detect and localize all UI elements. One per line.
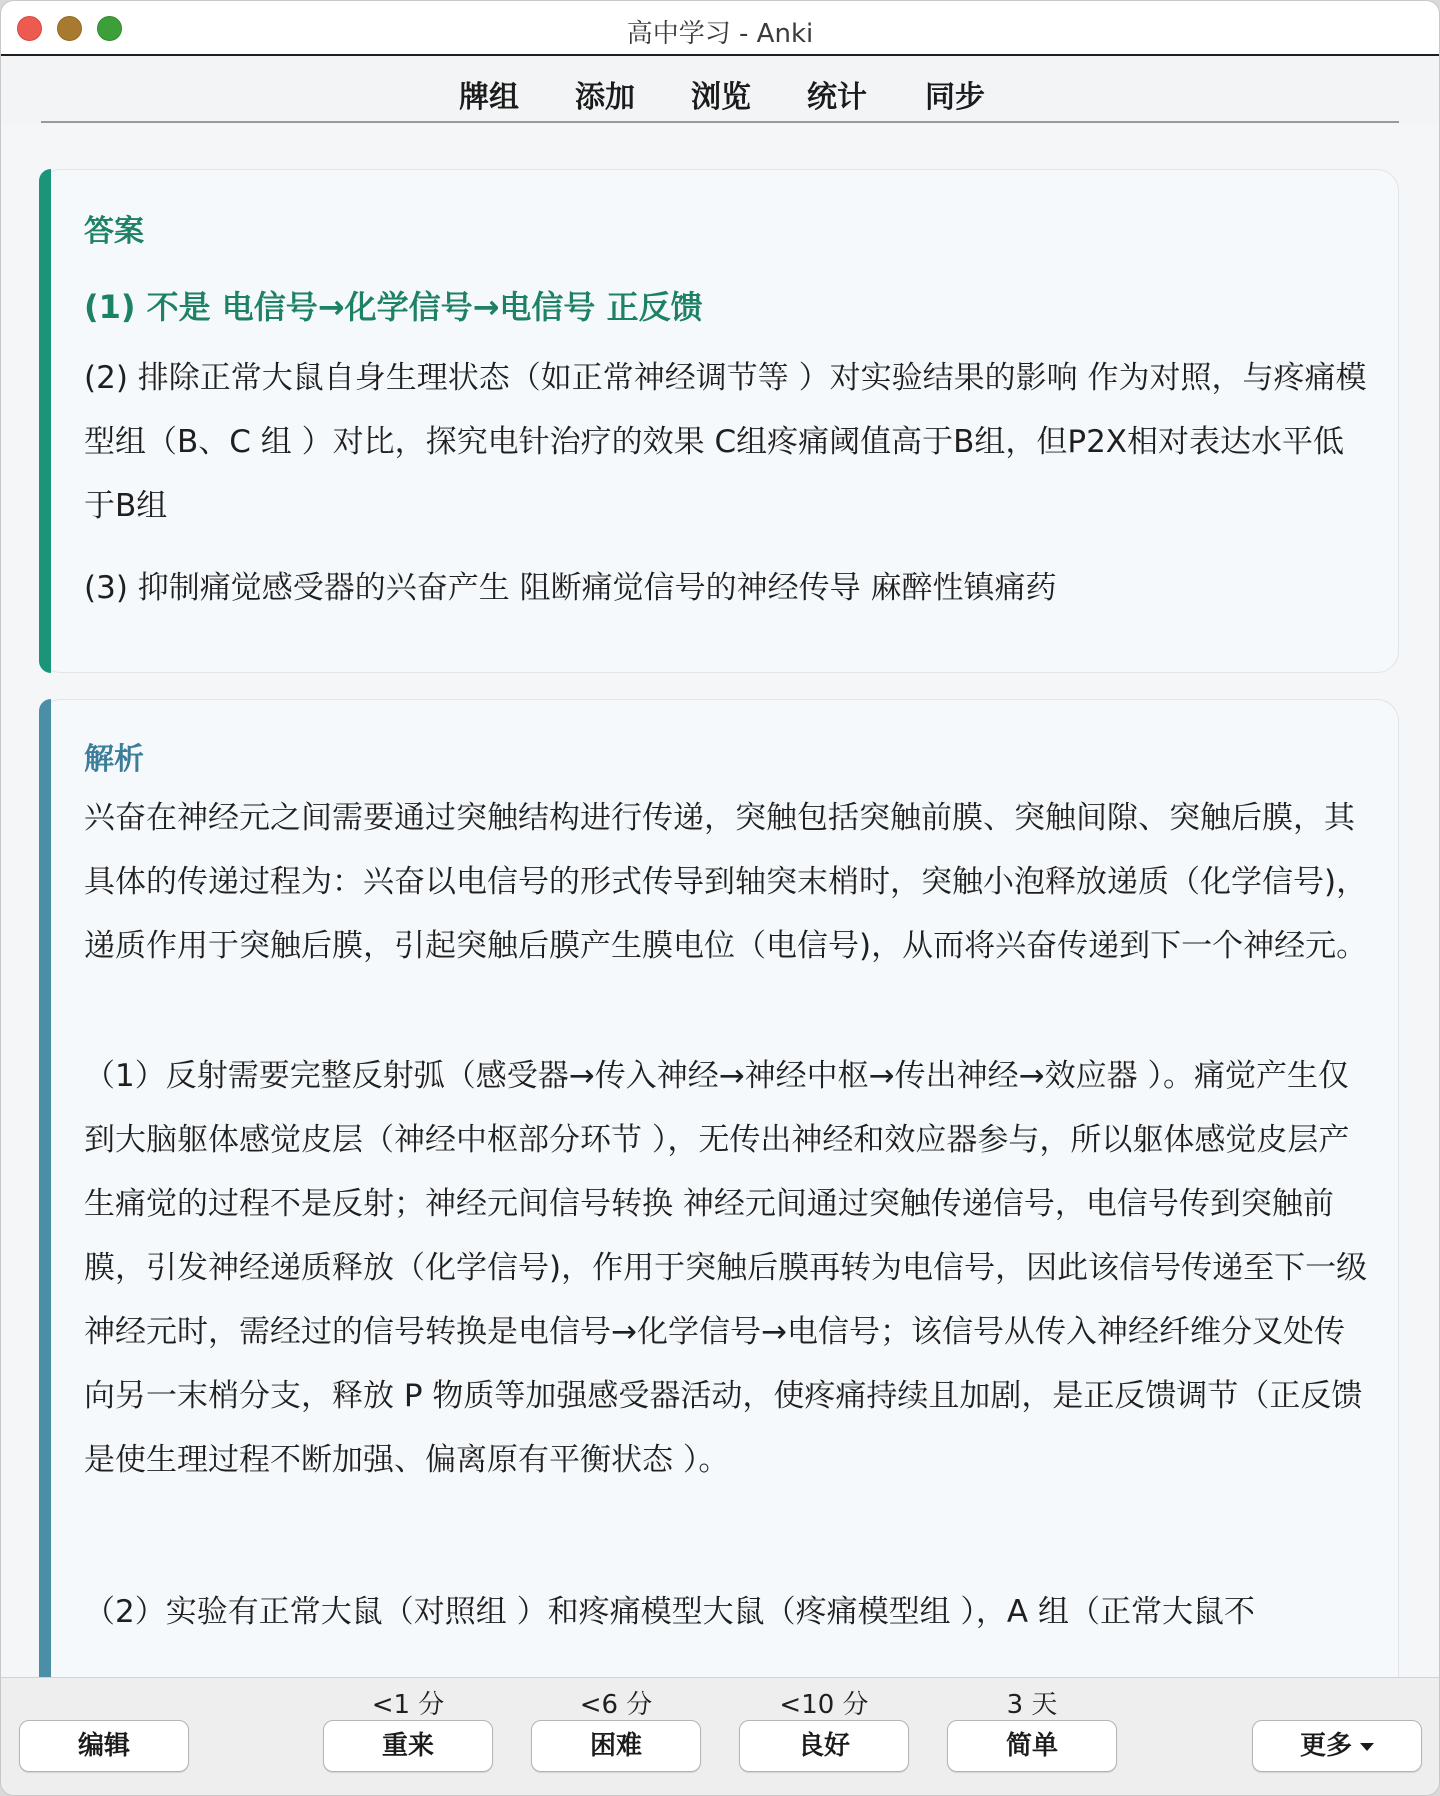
toolbar-add-link[interactable]: 添加 <box>575 80 635 115</box>
more-button[interactable] <box>1252 1720 1422 1772</box>
hard-button[interactable]: 困难 <box>531 1720 701 1772</box>
toolbar-sync-link[interactable]: 同步 <box>925 80 985 115</box>
toolbar-divider <box>41 121 1399 123</box>
answer-heading: 答案 <box>84 214 144 249</box>
main-toolbar <box>1 56 1439 124</box>
hard-interval-label: <6 分 <box>579 1690 653 1720</box>
toolbar-stats-link[interactable]: 统计 <box>807 80 867 115</box>
more-button-label: 更多 <box>1299 1731 1352 1761</box>
easy-button[interactable]: 简单 <box>947 1720 1117 1772</box>
good-button[interactable]: 良好 <box>739 1720 909 1772</box>
good-interval-label: <10 分 <box>779 1690 869 1720</box>
analysis-heading: 解析 <box>84 742 144 777</box>
answer-accent-bar <box>39 169 51 673</box>
review-bottom-bar <box>1 1677 1439 1796</box>
analysis-card <box>39 699 1399 1677</box>
card-content-area[interactable] <box>1 125 1439 1677</box>
toolbar-browse-link[interactable]: 浏览 <box>691 80 751 115</box>
analysis-paragraph-1: 兴奋在神经元之间需要通过突触结构进行传递，突触包括突触前膜、突触间隙、突触后膜，其具体的传递过程为：兴奋以电信号的形式传导到轴突末梢时，突触小泡释放递质（化学信号)，递质作用于突触后膜，引起突触后膜产生膜电位（电信号)，从而将兴奋传递到下一个神经元。 <box>84 800 1368 964</box>
window-title: 高中学习 - Anki <box>626 19 814 49</box>
answer-line-1: (1) 不是 电信号→化学信号→电信号 正反馈 <box>84 288 703 326</box>
easy-interval-label: 3 天 <box>1006 1690 1058 1720</box>
answer-card <box>39 169 1399 673</box>
edit-button[interactable]: 编辑 <box>19 1720 189 1772</box>
again-button[interactable]: 重来 <box>323 1720 493 1772</box>
answer-paragraph-2: (2) 排除正常大鼠自身生理状态（如正常神经调节等 ）对实验结果的影响 作为对照，与疼痛模型组（B、C 组 ）对比，探究电针治疗的效果 C组疼痛阈值高于B组，但P2X相对表达水平低于B组 <box>84 360 1367 524</box>
analysis-paragraph-2: （1）反射需要完整反射弧（感受器→传入神经→神经中枢→传出神经→效应器 ）。痛觉产生仅到大脑躯体感觉皮层（神经中枢部分环节 ），无传出神经和效应器参与，所以躯体感觉皮层产生痛觉的过程不是反射；神经元间信号转换 神经元间通过突触传递信号，电信号传到突触前膜，引发神经递质释放（化学信号)，作用于突触后膜再转为电信号，因此该信号传递至下一级神经元时，需经过的信号转换是电信号→化学信号→电信号；该信号从传入神经纤维分叉处传向另一末梢分支，释放 P 物质等加强感受器活动，使疼痛持续且加剧，是正反馈调节（正反馈是使生理过程不断加强、偏离原有平衡状态 ）。 <box>84 1058 1368 1478</box>
again-interval-label: <1 分 <box>371 1690 445 1720</box>
toolbar-decks-link[interactable]: 牌组 <box>459 80 519 115</box>
title-bar <box>1 1 1439 56</box>
analysis-paragraph-3: （2）实验有正常大鼠（对照组 ）和疼痛模型大鼠（疼痛模型组 ），A 组（正常大鼠不 <box>84 1594 1255 1630</box>
analysis-accent-bar <box>39 699 51 1677</box>
chevron-down-icon <box>1360 1743 1374 1751</box>
answer-paragraph-3: (3) 抑制痛觉感受器的兴奋产生 阻断痛觉信号的神经传导 麻醉性镇痛药 <box>84 570 1057 606</box>
